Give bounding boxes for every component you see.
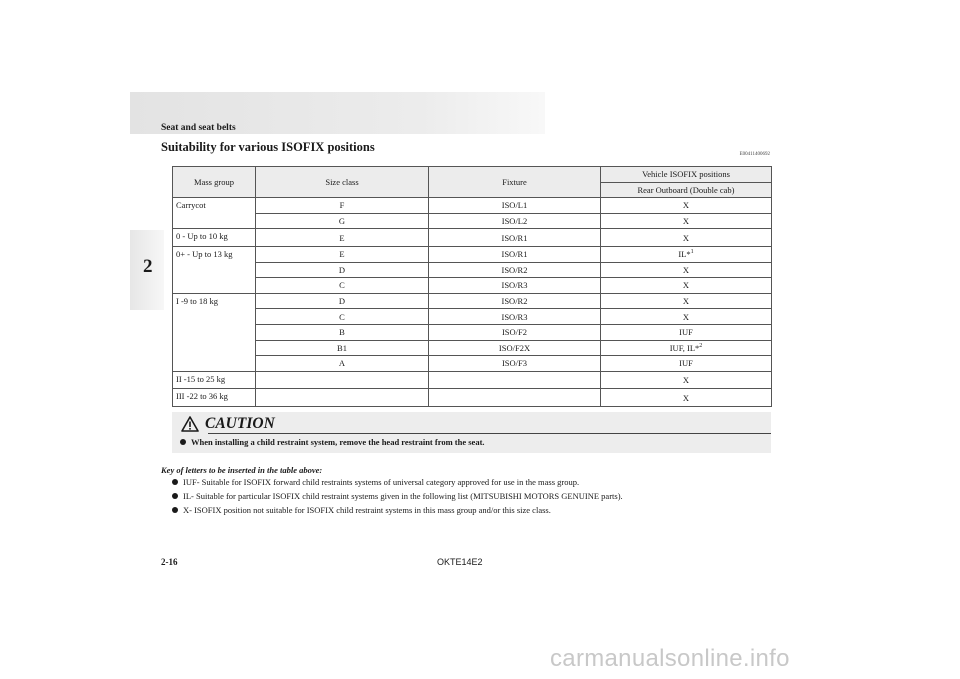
table-row	[173, 198, 772, 214]
position-value: IL*	[678, 249, 691, 260]
size-class-cell	[256, 371, 429, 389]
size-class-cell: A	[256, 356, 429, 372]
position-value: X	[682, 200, 690, 211]
size-class-cell: D	[256, 293, 429, 309]
footnote-marker: 2	[699, 343, 703, 349]
position-value: X	[682, 232, 690, 243]
mass-group-cell: III -22 to 36 kg	[173, 389, 256, 407]
position-value: X	[682, 375, 690, 386]
fixture-cell	[429, 371, 601, 389]
position-value-cell	[601, 371, 772, 389]
watermark-text: carmanualsonline.info	[550, 645, 790, 672]
caution-divider	[208, 433, 771, 434]
mass-group-cell: II -15 to 25 kg	[173, 371, 256, 389]
fixture-cell: ISO/L2	[429, 213, 601, 229]
page-number: 2-16	[161, 557, 178, 567]
header-fixture: Fixture	[429, 167, 601, 198]
table-row	[173, 309, 772, 325]
position-value-cell	[601, 246, 772, 262]
position-value: IUF	[679, 358, 693, 369]
section-title: Suitability for various ISOFIX positions	[161, 140, 375, 154]
position-value: IUF, IL*	[669, 342, 700, 353]
size-class-cell: D	[256, 262, 429, 278]
table-row	[173, 229, 772, 247]
table-row	[173, 340, 772, 356]
size-class-cell: E	[256, 246, 429, 262]
position-value-cell	[601, 324, 772, 340]
position-value-cell	[601, 389, 772, 407]
key-text: IUF- Suitable for ISOFIX forward child restraints systems of universal category approved for use in the mass group.	[183, 477, 580, 487]
size-class-cell: C	[256, 309, 429, 325]
footnote-marker: 1	[690, 249, 694, 256]
position-value-cell	[601, 198, 772, 214]
position-value-cell	[601, 278, 772, 294]
size-class-cell: E	[256, 229, 429, 247]
position-value-cell	[601, 229, 772, 247]
position-value-cell	[601, 262, 772, 278]
mass-group-cell: 0+ - Up to 13 kg	[173, 246, 256, 293]
position-value: X	[682, 392, 690, 403]
table-row	[173, 278, 772, 294]
header-size-class: Size class	[256, 167, 429, 198]
bullet-icon	[180, 439, 186, 445]
fixture-cell: ISO/R1	[429, 246, 601, 262]
key-text: IL- Suitable for particular ISOFIX child restraint systems given in the following list (MITSUBISHI MOTORS GENUINE parts).	[183, 491, 623, 501]
key-item-il	[172, 491, 623, 501]
bullet-icon	[172, 479, 178, 485]
fixture-cell: ISO/F3	[429, 356, 601, 372]
size-class-cell: F	[256, 198, 429, 214]
position-value: X	[682, 296, 690, 307]
position-value: X	[682, 280, 690, 291]
position-value: IUF	[679, 327, 693, 338]
caution-item	[180, 437, 485, 447]
mass-group-cell: Carrycot	[173, 198, 256, 229]
position-value-cell	[601, 213, 772, 229]
header-rear-outboard: Rear Outboard (Double cab)	[601, 182, 772, 198]
fixture-cell: ISO/R2	[429, 293, 601, 309]
size-class-cell: B	[256, 324, 429, 340]
warning-triangle-icon	[181, 416, 199, 432]
fixture-cell: ISO/F2X	[429, 340, 601, 356]
position-value: X	[682, 311, 690, 322]
table-row	[173, 262, 772, 278]
table-row	[173, 356, 772, 372]
table-row	[173, 389, 772, 407]
table-body	[173, 198, 772, 407]
header-title: Seat and seat belts	[161, 123, 236, 133]
fixture-cell: ISO/R2	[429, 262, 601, 278]
key-item-x	[172, 505, 551, 515]
header-vehicle-positions: Vehicle ISOFIX positions	[601, 167, 772, 183]
table-row	[173, 293, 772, 309]
key-title: Key of letters to be inserted in the table above:	[161, 465, 323, 475]
position-value-cell	[601, 309, 772, 325]
position-value: X	[682, 264, 690, 275]
fixture-cell: ISO/R3	[429, 278, 601, 294]
key-text: X- ISOFIX position not suitable for ISOFIX child restraint systems in this mass group and/or this size class.	[183, 505, 551, 515]
size-class-cell: G	[256, 213, 429, 229]
bullet-icon	[172, 507, 178, 513]
header-mass-group: Mass group	[173, 167, 256, 198]
size-class-cell: C	[256, 278, 429, 294]
document-code: OKTE14E2	[437, 557, 483, 567]
position-value: X	[682, 216, 690, 227]
fixture-cell: ISO/F2	[429, 324, 601, 340]
chapter-number: 2	[143, 256, 153, 277]
position-value-cell	[601, 340, 772, 356]
table-row	[173, 246, 772, 262]
position-value-cell	[601, 356, 772, 372]
mass-group-cell: I -9 to 18 kg	[173, 293, 256, 371]
fixture-cell: ISO/R1	[429, 229, 601, 247]
size-class-cell	[256, 389, 429, 407]
fixture-cell: ISO/L1	[429, 198, 601, 214]
mass-group-cell: 0 - Up to 10 kg	[173, 229, 256, 247]
position-value-cell	[601, 293, 772, 309]
section-code: E00411400692	[739, 152, 770, 157]
isofix-table	[172, 166, 772, 407]
bullet-icon	[172, 493, 178, 499]
table-row	[173, 213, 772, 229]
caution-title: CAUTION	[205, 415, 275, 432]
key-item-iuf	[172, 477, 579, 487]
table-row	[173, 324, 772, 340]
fixture-cell: ISO/R3	[429, 309, 601, 325]
fixture-cell	[429, 389, 601, 407]
caution-text: When installing a child restraint system, remove the head restraint from the seat.	[191, 437, 485, 447]
size-class-cell: B1	[256, 340, 429, 356]
table-row	[173, 371, 772, 389]
